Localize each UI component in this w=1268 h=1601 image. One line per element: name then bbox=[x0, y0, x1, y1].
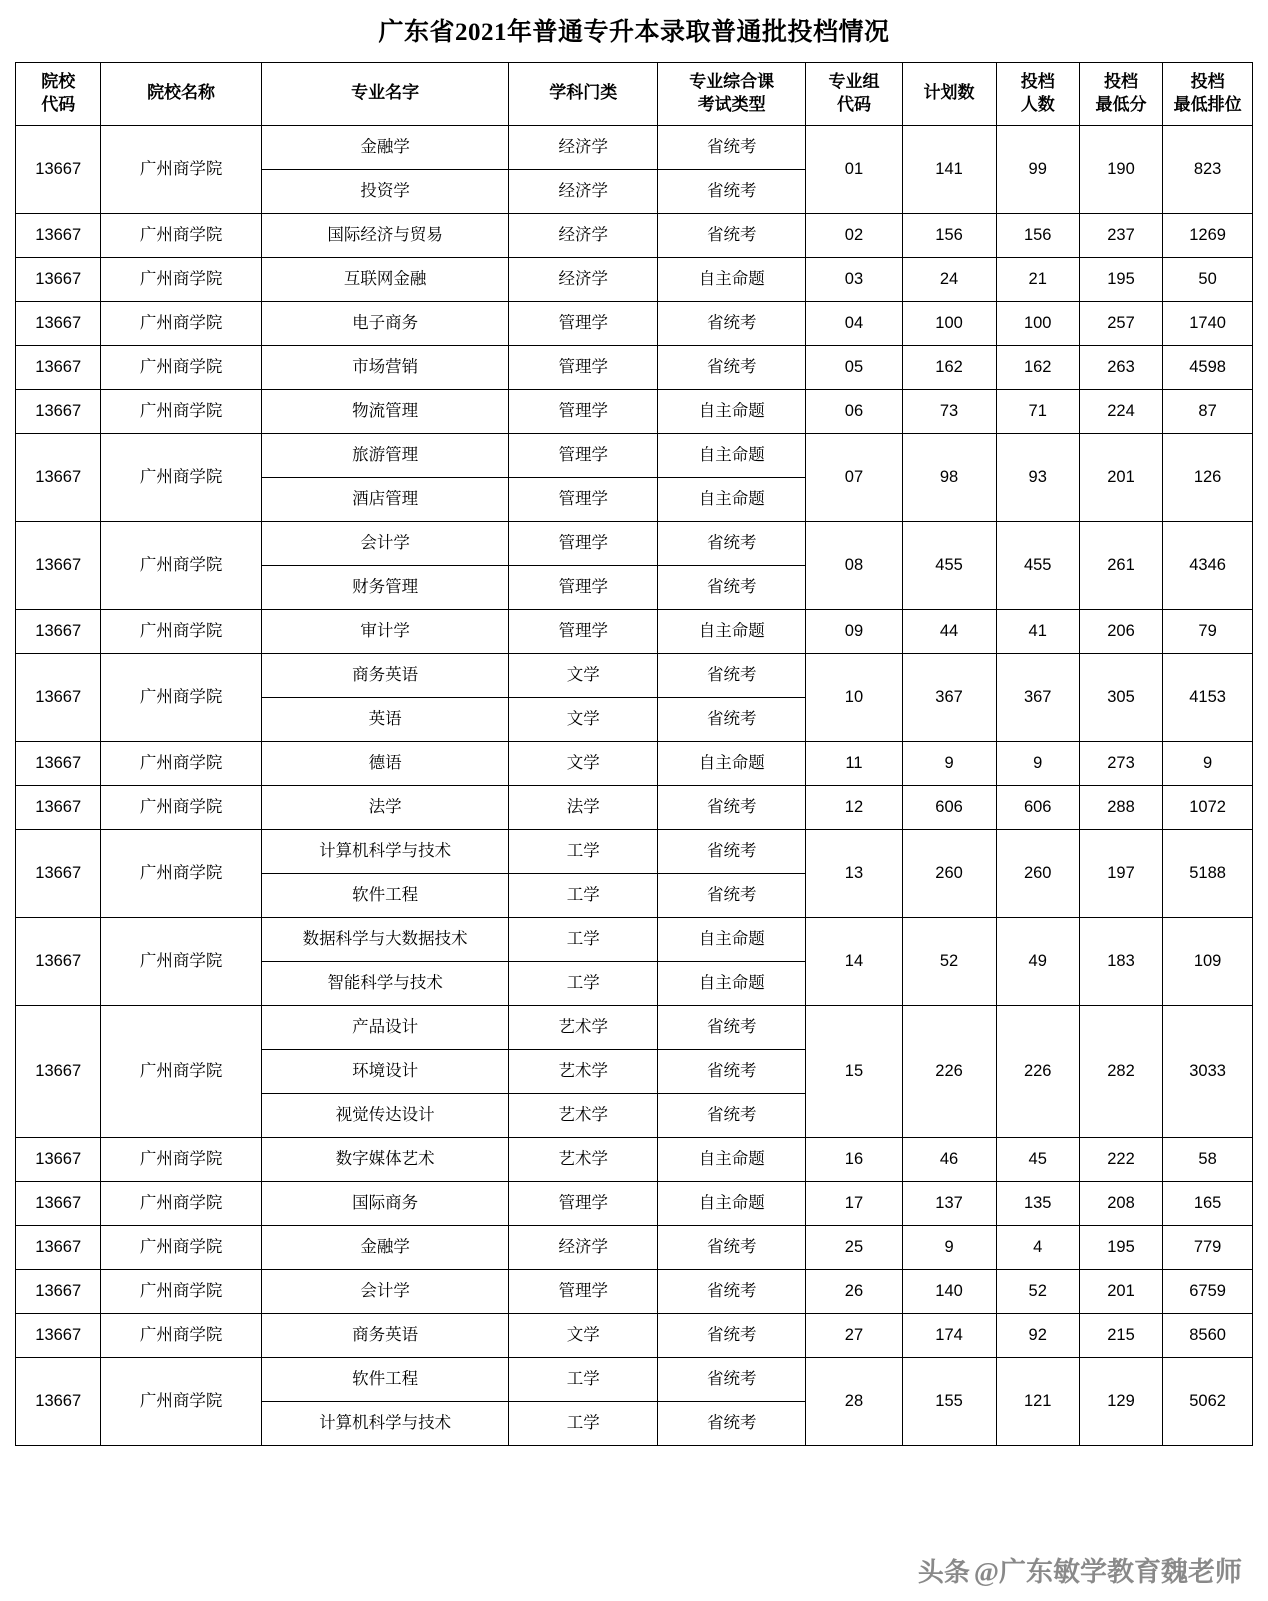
cell-school-name: 广州商学院 bbox=[101, 741, 261, 785]
cell-discipline: 管理学 bbox=[509, 1181, 657, 1225]
cell-major-name: 金融学 bbox=[261, 125, 509, 169]
table-row bbox=[16, 1313, 1253, 1357]
cell-major-name: 智能科学与技术 bbox=[261, 961, 509, 1005]
cell-major-name: 财务管理 bbox=[261, 565, 509, 609]
table-row bbox=[16, 1005, 1253, 1049]
cell-min-rank: 823 bbox=[1163, 125, 1253, 213]
cell-school-code: 13667 bbox=[16, 1313, 101, 1357]
cell-discipline: 经济学 bbox=[509, 169, 657, 213]
table-row bbox=[16, 345, 1253, 389]
cell-school-name: 广州商学院 bbox=[101, 609, 261, 653]
admission-table bbox=[15, 62, 1253, 1446]
table-row bbox=[16, 917, 1253, 961]
cell-school-name: 广州商学院 bbox=[101, 829, 261, 917]
cell-discipline: 管理学 bbox=[509, 477, 657, 521]
table-row bbox=[16, 213, 1253, 257]
col-header-discipline: 学科门类 bbox=[509, 63, 657, 126]
cell-min-score: 261 bbox=[1079, 521, 1162, 609]
cell-exam-type: 自主命题 bbox=[657, 477, 805, 521]
cell-plan: 24 bbox=[902, 257, 996, 301]
col-header-line: 最低排位 bbox=[1173, 94, 1242, 114]
cell-school-code: 13667 bbox=[16, 257, 101, 301]
cell-min-rank: 6759 bbox=[1163, 1269, 1253, 1313]
cell-group-code: 25 bbox=[806, 1225, 902, 1269]
cell-exam-type: 省统考 bbox=[657, 1357, 805, 1401]
cell-admitted: 162 bbox=[996, 345, 1079, 389]
cell-admitted: 4 bbox=[996, 1225, 1079, 1269]
cell-group-code: 15 bbox=[806, 1005, 902, 1137]
cell-min-rank: 4598 bbox=[1163, 345, 1253, 389]
cell-exam-type: 省统考 bbox=[657, 1225, 805, 1269]
cell-school-name: 广州商学院 bbox=[101, 1225, 261, 1269]
cell-exam-type: 自主命题 bbox=[657, 433, 805, 477]
cell-min-score: 201 bbox=[1079, 1269, 1162, 1313]
cell-school-code: 13667 bbox=[16, 1269, 101, 1313]
cell-exam-type: 自主命题 bbox=[657, 961, 805, 1005]
cell-exam-type: 省统考 bbox=[657, 653, 805, 697]
cell-admitted: 606 bbox=[996, 785, 1079, 829]
cell-discipline: 管理学 bbox=[509, 433, 657, 477]
cell-discipline: 经济学 bbox=[509, 125, 657, 169]
cell-min-rank: 4346 bbox=[1163, 521, 1253, 609]
cell-admitted: 226 bbox=[996, 1005, 1079, 1137]
cell-school-code: 13667 bbox=[16, 785, 101, 829]
cell-school-code: 13667 bbox=[16, 829, 101, 917]
cell-admitted: 49 bbox=[996, 917, 1079, 1005]
cell-plan: 73 bbox=[902, 389, 996, 433]
table-row bbox=[16, 1181, 1253, 1225]
cell-discipline: 法学 bbox=[509, 785, 657, 829]
cell-admitted: 52 bbox=[996, 1269, 1079, 1313]
cell-exam-type: 省统考 bbox=[657, 345, 805, 389]
cell-major-name: 计算机科学与技术 bbox=[261, 1401, 509, 1445]
cell-plan: 226 bbox=[902, 1005, 996, 1137]
cell-discipline: 文学 bbox=[509, 741, 657, 785]
table-row bbox=[16, 609, 1253, 653]
table-row bbox=[16, 125, 1253, 169]
cell-exam-type: 自主命题 bbox=[657, 257, 805, 301]
table-row bbox=[16, 389, 1253, 433]
cell-major-name: 审计学 bbox=[261, 609, 509, 653]
cell-exam-type: 省统考 bbox=[657, 697, 805, 741]
cell-exam-type: 省统考 bbox=[657, 1401, 805, 1445]
cell-min-rank: 1740 bbox=[1163, 301, 1253, 345]
cell-exam-type: 省统考 bbox=[657, 565, 805, 609]
cell-group-code: 28 bbox=[806, 1357, 902, 1445]
cell-school-code: 13667 bbox=[16, 917, 101, 1005]
cell-min-score: 215 bbox=[1079, 1313, 1162, 1357]
cell-admitted: 99 bbox=[996, 125, 1079, 213]
cell-min-score: 282 bbox=[1079, 1005, 1162, 1137]
cell-group-code: 07 bbox=[806, 433, 902, 521]
cell-min-rank: 3033 bbox=[1163, 1005, 1253, 1137]
table-row bbox=[16, 521, 1253, 565]
cell-exam-type: 省统考 bbox=[657, 125, 805, 169]
cell-major-name: 国际经济与贸易 bbox=[261, 213, 509, 257]
watermark-text: @广东敏学教育魏老师 bbox=[973, 1557, 1242, 1587]
table-row bbox=[16, 301, 1253, 345]
cell-school-code: 13667 bbox=[16, 1005, 101, 1137]
cell-plan: 606 bbox=[902, 785, 996, 829]
cell-discipline: 文学 bbox=[509, 1313, 657, 1357]
cell-school-name: 广州商学院 bbox=[101, 1357, 261, 1445]
cell-exam-type: 省统考 bbox=[657, 1093, 805, 1137]
cell-school-code: 13667 bbox=[16, 653, 101, 741]
cell-min-score: 197 bbox=[1079, 829, 1162, 917]
cell-major-name: 电子商务 bbox=[261, 301, 509, 345]
cell-major-name: 市场营销 bbox=[261, 345, 509, 389]
cell-discipline: 艺术学 bbox=[509, 1005, 657, 1049]
cell-exam-type: 省统考 bbox=[657, 785, 805, 829]
col-header-school-name: 院校名称 bbox=[101, 63, 261, 126]
cell-school-name: 广州商学院 bbox=[101, 785, 261, 829]
cell-exam-type: 自主命题 bbox=[657, 389, 805, 433]
cell-exam-type: 省统考 bbox=[657, 521, 805, 565]
cell-admitted: 9 bbox=[996, 741, 1079, 785]
table-row bbox=[16, 653, 1253, 697]
cell-major-name: 计算机科学与技术 bbox=[261, 829, 509, 873]
cell-group-code: 17 bbox=[806, 1181, 902, 1225]
table-row bbox=[16, 1225, 1253, 1269]
cell-discipline: 管理学 bbox=[509, 1269, 657, 1313]
cell-admitted: 135 bbox=[996, 1181, 1079, 1225]
table-row bbox=[16, 1137, 1253, 1181]
cell-min-rank: 4153 bbox=[1163, 653, 1253, 741]
cell-min-score: 195 bbox=[1079, 1225, 1162, 1269]
cell-group-code: 11 bbox=[806, 741, 902, 785]
cell-major-name: 产品设计 bbox=[261, 1005, 509, 1049]
cell-plan: 162 bbox=[902, 345, 996, 389]
cell-min-rank: 126 bbox=[1163, 433, 1253, 521]
cell-min-score: 288 bbox=[1079, 785, 1162, 829]
cell-major-name: 视觉传达设计 bbox=[261, 1093, 509, 1137]
cell-major-name: 互联网金融 bbox=[261, 257, 509, 301]
cell-min-rank: 87 bbox=[1163, 389, 1253, 433]
col-header-line: 人数 bbox=[1020, 94, 1055, 114]
col-header-line: 代码 bbox=[836, 94, 871, 114]
cell-discipline: 工学 bbox=[509, 961, 657, 1005]
cell-min-rank: 50 bbox=[1163, 257, 1253, 301]
cell-min-score: 129 bbox=[1079, 1357, 1162, 1445]
cell-plan: 141 bbox=[902, 125, 996, 213]
cell-discipline: 管理学 bbox=[509, 345, 657, 389]
cell-school-name: 广州商学院 bbox=[101, 257, 261, 301]
col-header-min-score bbox=[1079, 63, 1162, 126]
cell-discipline: 艺术学 bbox=[509, 1049, 657, 1093]
cell-plan: 156 bbox=[902, 213, 996, 257]
cell-group-code: 16 bbox=[806, 1137, 902, 1181]
table-row bbox=[16, 1357, 1253, 1401]
cell-admitted: 455 bbox=[996, 521, 1079, 609]
col-header-line: 专业组 bbox=[828, 72, 880, 91]
cell-min-rank: 9 bbox=[1163, 741, 1253, 785]
cell-plan: 9 bbox=[902, 741, 996, 785]
cell-group-code: 14 bbox=[806, 917, 902, 1005]
cell-min-rank: 5188 bbox=[1163, 829, 1253, 917]
cell-exam-type: 省统考 bbox=[657, 1269, 805, 1313]
cell-group-code: 03 bbox=[806, 257, 902, 301]
cell-plan: 46 bbox=[902, 1137, 996, 1181]
cell-major-name: 物流管理 bbox=[261, 389, 509, 433]
cell-plan: 137 bbox=[902, 1181, 996, 1225]
cell-discipline: 艺术学 bbox=[509, 1137, 657, 1181]
cell-min-rank: 1072 bbox=[1163, 785, 1253, 829]
cell-school-code: 13667 bbox=[16, 741, 101, 785]
cell-major-name: 国际商务 bbox=[261, 1181, 509, 1225]
cell-school-name: 广州商学院 bbox=[101, 1137, 261, 1181]
cell-major-name: 投资学 bbox=[261, 169, 509, 213]
cell-min-rank: 165 bbox=[1163, 1181, 1253, 1225]
col-header-line: 代码 bbox=[41, 94, 76, 114]
cell-discipline: 管理学 bbox=[509, 609, 657, 653]
cell-major-name: 旅游管理 bbox=[261, 433, 509, 477]
cell-school-code: 13667 bbox=[16, 1357, 101, 1445]
cell-plan: 140 bbox=[902, 1269, 996, 1313]
cell-discipline: 管理学 bbox=[509, 301, 657, 345]
cell-major-name: 英语 bbox=[261, 697, 509, 741]
cell-exam-type: 省统考 bbox=[657, 829, 805, 873]
cell-plan: 155 bbox=[902, 1357, 996, 1445]
cell-min-rank: 109 bbox=[1163, 917, 1253, 1005]
cell-admitted: 121 bbox=[996, 1357, 1079, 1445]
cell-discipline: 工学 bbox=[509, 917, 657, 961]
cell-plan: 174 bbox=[902, 1313, 996, 1357]
cell-school-name: 广州商学院 bbox=[101, 125, 261, 213]
cell-admitted: 100 bbox=[996, 301, 1079, 345]
cell-school-name: 广州商学院 bbox=[101, 389, 261, 433]
page-title: 广东省2021年普通专升本录取普通批投档情况 bbox=[378, 19, 890, 46]
cell-min-score: 237 bbox=[1079, 213, 1162, 257]
cell-major-name: 数字媒体艺术 bbox=[261, 1137, 509, 1181]
cell-min-score: 222 bbox=[1079, 1137, 1162, 1181]
cell-school-code: 13667 bbox=[16, 433, 101, 521]
cell-admitted: 45 bbox=[996, 1137, 1079, 1181]
col-header-line: 专业综合课 bbox=[689, 72, 775, 91]
cell-exam-type: 省统考 bbox=[657, 873, 805, 917]
cell-min-rank: 1269 bbox=[1163, 213, 1253, 257]
cell-discipline: 工学 bbox=[509, 873, 657, 917]
cell-major-name: 法学 bbox=[261, 785, 509, 829]
cell-group-code: 06 bbox=[806, 389, 902, 433]
table-row bbox=[16, 433, 1253, 477]
cell-exam-type: 省统考 bbox=[657, 1049, 805, 1093]
cell-exam-type: 自主命题 bbox=[657, 1137, 805, 1181]
cell-group-code: 10 bbox=[806, 653, 902, 741]
cell-min-score: 208 bbox=[1079, 1181, 1162, 1225]
table-row bbox=[16, 741, 1253, 785]
cell-admitted: 367 bbox=[996, 653, 1079, 741]
cell-exam-type: 自主命题 bbox=[657, 1181, 805, 1225]
cell-plan: 98 bbox=[902, 433, 996, 521]
cell-discipline: 经济学 bbox=[509, 257, 657, 301]
cell-major-name: 金融学 bbox=[261, 1225, 509, 1269]
col-header-line: 投档 bbox=[1190, 72, 1225, 91]
cell-group-code: 09 bbox=[806, 609, 902, 653]
cell-major-name: 德语 bbox=[261, 741, 509, 785]
cell-plan: 52 bbox=[902, 917, 996, 1005]
cell-group-code: 08 bbox=[806, 521, 902, 609]
cell-discipline: 艺术学 bbox=[509, 1093, 657, 1137]
watermark-logo: 头条 bbox=[917, 1558, 970, 1587]
cell-plan: 367 bbox=[902, 653, 996, 741]
col-header-plan: 计划数 bbox=[902, 63, 996, 126]
cell-school-name: 广州商学院 bbox=[101, 653, 261, 741]
cell-min-score: 273 bbox=[1079, 741, 1162, 785]
cell-school-code: 13667 bbox=[16, 345, 101, 389]
col-header-major-name: 专业名字 bbox=[261, 63, 509, 126]
cell-min-score: 195 bbox=[1079, 257, 1162, 301]
cell-school-name: 广州商学院 bbox=[101, 1181, 261, 1225]
cell-plan: 44 bbox=[902, 609, 996, 653]
cell-min-rank: 58 bbox=[1163, 1137, 1253, 1181]
cell-exam-type: 省统考 bbox=[657, 1313, 805, 1357]
cell-min-rank: 779 bbox=[1163, 1225, 1253, 1269]
cell-min-score: 206 bbox=[1079, 609, 1162, 653]
cell-group-code: 01 bbox=[806, 125, 902, 213]
cell-school-code: 13667 bbox=[16, 301, 101, 345]
cell-min-score: 201 bbox=[1079, 433, 1162, 521]
cell-school-code: 13667 bbox=[16, 1181, 101, 1225]
cell-plan: 455 bbox=[902, 521, 996, 609]
cell-major-name: 软件工程 bbox=[261, 1357, 509, 1401]
cell-major-name: 会计学 bbox=[261, 521, 509, 565]
col-header-admitted bbox=[996, 63, 1079, 126]
cell-school-code: 13667 bbox=[16, 609, 101, 653]
cell-exam-type: 自主命题 bbox=[657, 609, 805, 653]
cell-group-code: 13 bbox=[806, 829, 902, 917]
watermark bbox=[918, 1550, 1242, 1589]
cell-min-rank: 8560 bbox=[1163, 1313, 1253, 1357]
cell-exam-type: 自主命题 bbox=[657, 917, 805, 961]
col-header-group-code bbox=[806, 63, 902, 126]
col-header-exam-type bbox=[657, 63, 805, 126]
cell-exam-type: 省统考 bbox=[657, 301, 805, 345]
cell-discipline: 管理学 bbox=[509, 389, 657, 433]
cell-admitted: 93 bbox=[996, 433, 1079, 521]
cell-group-code: 05 bbox=[806, 345, 902, 389]
cell-school-code: 13667 bbox=[16, 1225, 101, 1269]
cell-school-code: 13667 bbox=[16, 213, 101, 257]
cell-discipline: 文学 bbox=[509, 653, 657, 697]
cell-school-code: 13667 bbox=[16, 389, 101, 433]
cell-group-code: 27 bbox=[806, 1313, 902, 1357]
cell-exam-type: 省统考 bbox=[657, 213, 805, 257]
table-body bbox=[16, 125, 1253, 1445]
cell-discipline: 工学 bbox=[509, 829, 657, 873]
cell-major-name: 商务英语 bbox=[261, 653, 509, 697]
cell-plan: 100 bbox=[902, 301, 996, 345]
cell-major-name: 会计学 bbox=[261, 1269, 509, 1313]
cell-major-name: 酒店管理 bbox=[261, 477, 509, 521]
cell-exam-type: 省统考 bbox=[657, 169, 805, 213]
cell-major-name: 数据科学与大数据技术 bbox=[261, 917, 509, 961]
cell-major-name: 商务英语 bbox=[261, 1313, 509, 1357]
table-row bbox=[16, 257, 1253, 301]
cell-min-score: 183 bbox=[1079, 917, 1162, 1005]
cell-discipline: 文学 bbox=[509, 697, 657, 741]
cell-min-rank: 5062 bbox=[1163, 1357, 1253, 1445]
cell-school-name: 广州商学院 bbox=[101, 1269, 261, 1313]
cell-school-code: 13667 bbox=[16, 521, 101, 609]
cell-admitted: 92 bbox=[996, 1313, 1079, 1357]
cell-school-name: 广州商学院 bbox=[101, 433, 261, 521]
cell-discipline: 管理学 bbox=[509, 521, 657, 565]
col-header-line: 考试类型 bbox=[697, 94, 766, 114]
cell-school-code: 13667 bbox=[16, 125, 101, 213]
cell-admitted: 21 bbox=[996, 257, 1079, 301]
cell-min-score: 305 bbox=[1079, 653, 1162, 741]
col-header-line: 投档 bbox=[1020, 72, 1055, 91]
cell-discipline: 工学 bbox=[509, 1401, 657, 1445]
cell-discipline: 工学 bbox=[509, 1357, 657, 1401]
cell-major-name: 软件工程 bbox=[261, 873, 509, 917]
cell-min-score: 224 bbox=[1079, 389, 1162, 433]
cell-discipline: 经济学 bbox=[509, 1225, 657, 1269]
cell-min-rank: 79 bbox=[1163, 609, 1253, 653]
cell-plan: 260 bbox=[902, 829, 996, 917]
cell-exam-type: 省统考 bbox=[657, 1005, 805, 1049]
cell-discipline: 经济学 bbox=[509, 213, 657, 257]
cell-school-name: 广州商学院 bbox=[101, 917, 261, 1005]
cell-admitted: 41 bbox=[996, 609, 1079, 653]
cell-admitted: 156 bbox=[996, 213, 1079, 257]
cell-major-name: 环境设计 bbox=[261, 1049, 509, 1093]
cell-min-score: 257 bbox=[1079, 301, 1162, 345]
cell-school-name: 广州商学院 bbox=[101, 521, 261, 609]
cell-school-name: 广州商学院 bbox=[101, 1005, 261, 1137]
cell-school-code: 13667 bbox=[16, 1137, 101, 1181]
cell-plan: 9 bbox=[902, 1225, 996, 1269]
table-row bbox=[16, 1269, 1253, 1313]
col-header-min-rank bbox=[1163, 63, 1253, 126]
cell-exam-type: 自主命题 bbox=[657, 741, 805, 785]
cell-school-name: 广州商学院 bbox=[101, 345, 261, 389]
cell-min-score: 263 bbox=[1079, 345, 1162, 389]
cell-school-name: 广州商学院 bbox=[101, 301, 261, 345]
cell-group-code: 02 bbox=[806, 213, 902, 257]
cell-admitted: 260 bbox=[996, 829, 1079, 917]
cell-min-score: 190 bbox=[1079, 125, 1162, 213]
cell-group-code: 26 bbox=[806, 1269, 902, 1313]
cell-admitted: 71 bbox=[996, 389, 1079, 433]
cell-school-name: 广州商学院 bbox=[101, 213, 261, 257]
col-header-line: 投档 bbox=[1104, 72, 1139, 91]
col-header-line: 院校 bbox=[41, 72, 76, 91]
cell-school-name: 广州商学院 bbox=[101, 1313, 261, 1357]
col-header-line: 最低分 bbox=[1095, 94, 1147, 114]
table-row bbox=[16, 829, 1253, 873]
table-row bbox=[16, 785, 1253, 829]
col-header-school-code bbox=[16, 63, 101, 126]
cell-group-code: 12 bbox=[806, 785, 902, 829]
cell-discipline: 管理学 bbox=[509, 565, 657, 609]
cell-group-code: 04 bbox=[806, 301, 902, 345]
table-header-row bbox=[16, 63, 1253, 126]
